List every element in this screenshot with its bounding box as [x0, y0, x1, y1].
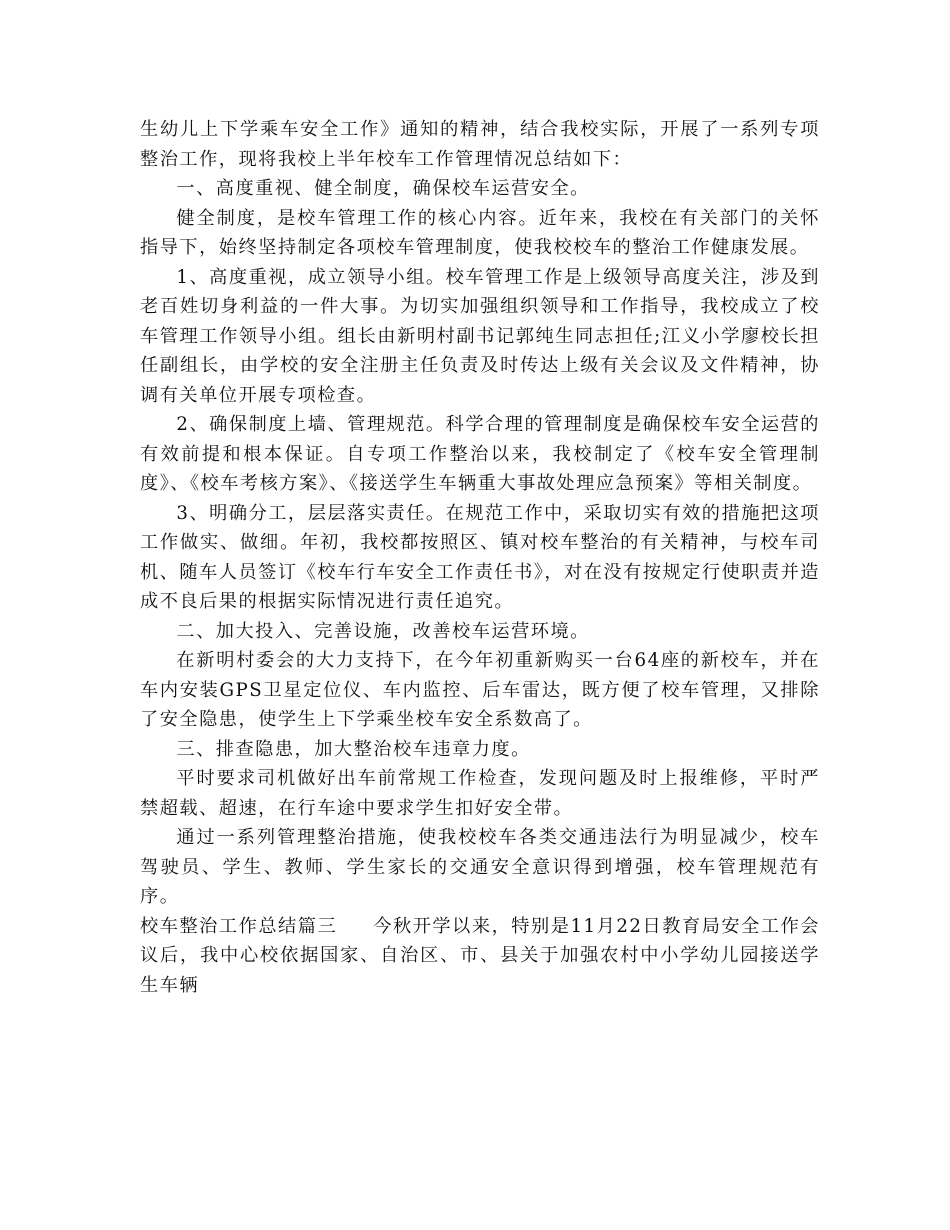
paragraph-item-1: 1、高度重视，成立领导小组。校车管理工作是上级领导高度关注，涉及到老百姓切身利益的一件大事。为切实加强组织领导和工作指导，我校成立了校车管理工作领导小组。组长由新明村副书记郭纯生同志担任;江义小学廖校长担任副组长，由学校的安全注册主任负责及时传达上级有关会议及文件精神，协调有关单位开展专项检查。: [140, 266, 820, 406]
paragraph-continuation: 生幼儿上下学乘车安全工作》通知的精神，结合我校实际，开展了一系列专项整治工作，现将我校上半年校车工作管理情况总结如下：: [140, 119, 820, 170]
paragraph-item-3: 3、明确分工，层层落实责任。在规范工作中，采取切实有效的措施把这项工作做实、做细。年初，我校都按照区、镇对校车整治的有关精神，与校车司机、随车人员签订《校车行车安全工作责任书》，对在没有按规定行使职责并造成不良后果的根据实际情况进行责任追究。: [140, 502, 820, 612]
paragraph: 健全制度，是校车管理工作的核心内容。近年来，我校在有关部门的关怀指导下，始终坚持制定各项校车管理制度，使我校校车的整治工作健康发展。: [140, 207, 820, 258]
article-three-paragraph: [140, 912, 820, 1001]
section-heading-2: 二、加大投入、完善设施，改善校车运营环境。: [176, 620, 590, 642]
article-three-text: 今秋开学以来，特别是11月22日教育局安全工作会议后，我中心校依据国家、自治区、市、县关于加强农村中小学幼儿园接送学生车辆: [140, 915, 820, 996]
document-body: [140, 115, 820, 1000]
paragraph: 通过一系列管理整治措施，使我校校车各类交通违法行为明显减少，校车驾驶员、学生、教师、学生家长的交通安全意识得到增强，校车管理规范有序。: [140, 827, 820, 907]
paragraph: 在新明村委会的大力支持下，在今年初重新购买一台64座的新校车，并在车内安装GPS卫星定位仪、车内监控、后车雷达，既方便了校车管理，又排除了安全隐患，使学生上下学乘坐校车安全系数高了。: [140, 650, 820, 730]
paragraph: 平时要求司机做好出车前常规工作检查，发现问题及时上报维修，平时严禁超载、超速，在行车途中要求学生扣好安全带。: [140, 768, 820, 819]
article-three-title: 校车整治工作总结篇三: [140, 915, 338, 937]
section-heading-1: 一、高度重视、健全制度，确保校车运营安全。: [176, 178, 590, 199]
paragraph-item-2: 2、确保制度上墙、管理规范。科学合理的管理制度是确保校车安全运营的有效前提和根本保证。自专项工作整治以来，我校制定了《校车安全管理制度》、《校车考核方案》、《接送学生车辆重大事故处理应急预案》等相关制度。: [140, 414, 820, 494]
section-heading-3: 三、排查隐患，加大整治校车违章力度。: [176, 738, 531, 760]
